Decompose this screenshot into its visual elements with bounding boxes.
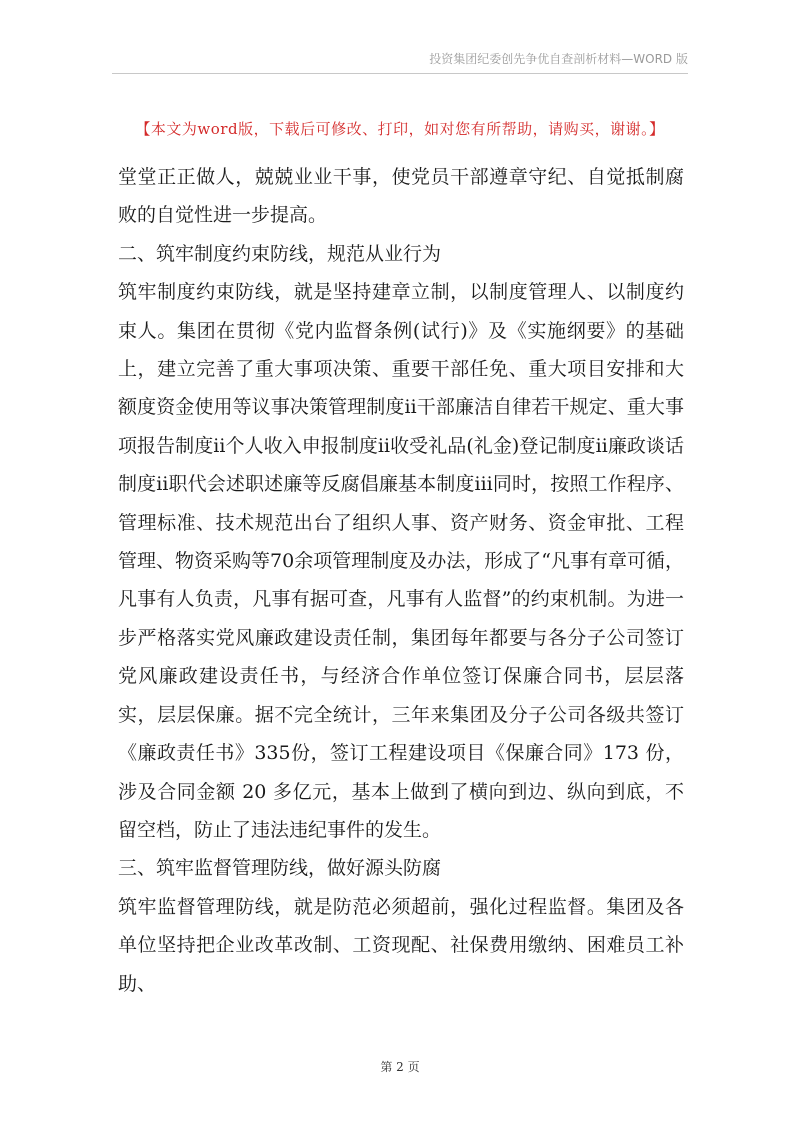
paragraph-system-constraints: 筑牢制度约束防线，就是坚持建章立制，以制度管理人、以制度约束人。集团在贯彻《党内监督条例(试行)》及《实施纲要》的基础上，建立完善了重大事项决策、重要干部任免、重大项目安排和大额度资金使用等议事决策管理制度ⅱ干部廉洁自律若干规定、重大事项报告制度ⅱ个人收入申报制度ⅱ收受礼品(礼金)登记制度ⅱ廉政谈话制度ⅱ职代会述职述廉等反腐倡廉基本制度ⅲ同时，按照工作程序、管理标准、技术规范出台了组织人事、资产财务、资金审批、工程管理、物资采购等70余项管理制度及办法，形成了“凡事有章可循，凡事有人负责，凡事有据可查，凡事有人监督”的约束机制。为进一步严格落实党风廉政建设责任制，集团每年都要与各分子公司签订党风廉政建设责任书，与经济合作单位签订保廉合同书，层层落实，层层保廉。据不完全统计，三年来集团及分子公司各级共签订《廉政责任书》335份，签订工程建设项目《保廉合同》173 份，涉及合同金额 20 多亿元，基本上做到了横向到边、纵向到底，不留空档，防止了违法违纪事件的发生。	[118, 281, 684, 841]
purchase-notice: 【本文为word版，下载后可修改、打印，如对您有所帮助，请购买，谢谢。】	[135, 120, 665, 138]
page-number: 第 2 页	[380, 1060, 420, 1074]
page-header	[112, 50, 688, 74]
paragraph-continuation: 堂堂正正做人，兢兢业业干事，使党员干部遵章守纪、自觉抵制腐败的自觉性进一步提高。	[118, 166, 684, 227]
page-footer	[0, 1058, 800, 1075]
header-title: 投资集团纪委创先争优自查剖析材料—WORD 版	[429, 52, 688, 66]
section-heading-2: 二、筑牢制度约束防线，规范从业行为	[118, 242, 442, 265]
section-heading-3: 三、筑牢监督管理防线，做好源头防腐	[118, 857, 442, 880]
document-body	[118, 158, 684, 1003]
paragraph-supervision: 筑牢监督管理防线，就是防范必须超前，强化过程监督。集团及各单位坚持把企业改革改制、工资现配、社保费用缴纳、困难员工补助、	[118, 895, 684, 995]
